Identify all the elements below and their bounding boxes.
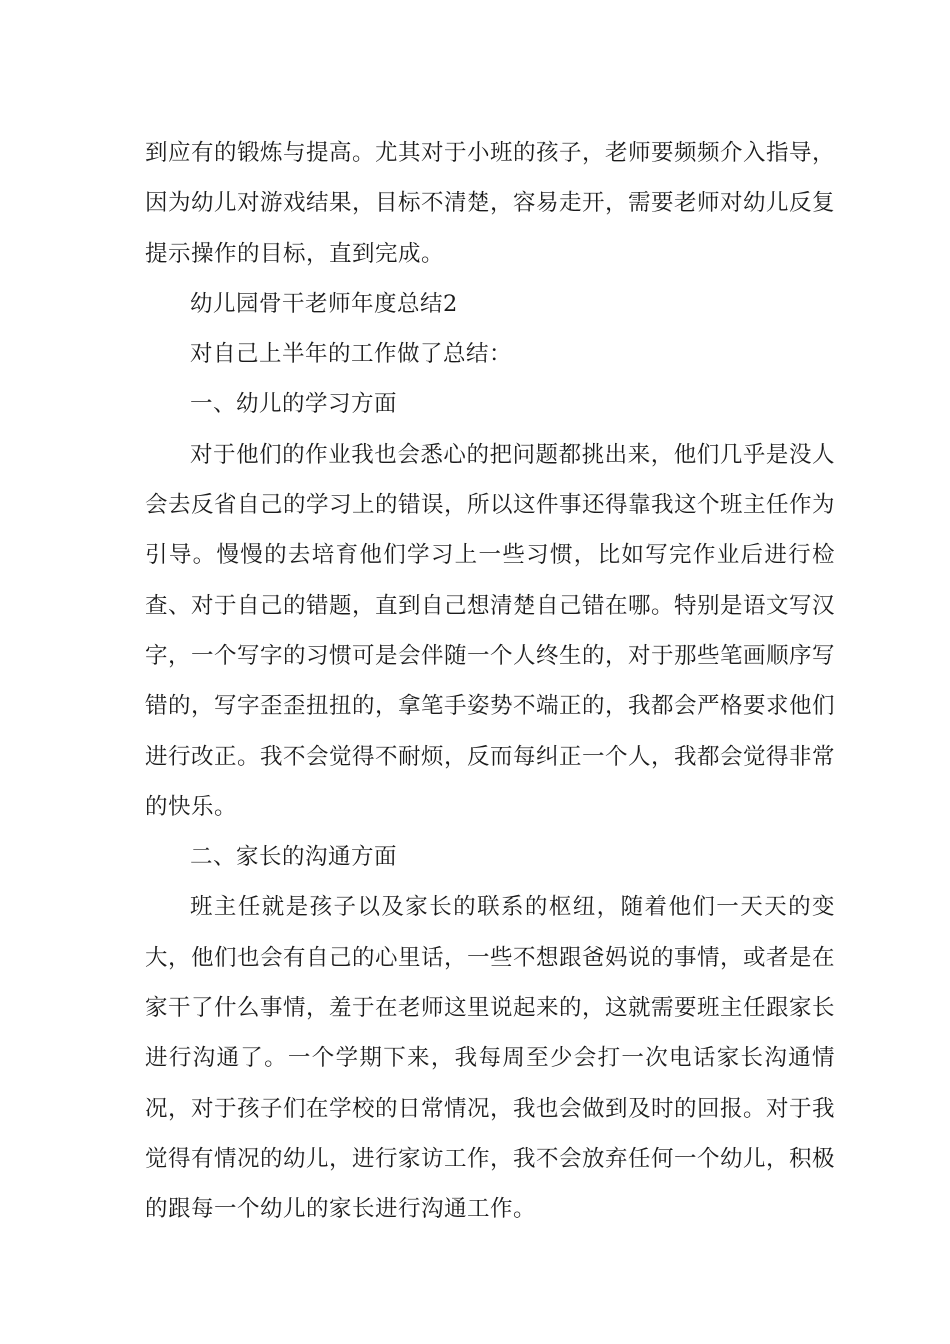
- heading-parent-communication: 二、家长的沟通方面: [190, 844, 398, 871]
- paragraph-continuation: 到应有的锻炼与提高。尤其对于小班的孩子，老师要频频介入指导，因为幼儿对游戏结果，目标不清楚，容易走开，需要老师对幼儿反复提示操作的目标，直到完成。: [145, 140, 836, 267]
- paragraph-learning: 对于他们的作业我也会悉心的把问题都挑出来，他们几乎是没人会去反省自己的学习上的错误，所以这件事还得靠我这个班主任作为引导。慢慢的去培育他们学习上一些习惯，比如写完作业后进行检查、对于自己的错题，直到自己想清楚自己错在哪。特别是语文写汉字，一个写字的习惯可是会伴随一个人终生的，对于那些笔画顺序写错的，写字歪歪扭扭的，拿笔手姿势不端正的，我都会严格要求他们进行改正。我不会觉得不耐烦，反而每纠正一个人，我都会觉得非常的快乐。: [145, 441, 836, 820]
- document-body: [145, 128, 835, 1235]
- section-title: 幼儿园骨干老师年度总结2: [190, 290, 458, 317]
- paragraph-parent-communication: 班主任就是孩子以及家长的联系的枢纽，随着他们一天天的变大，他们也会有自己的心里话，一些不想跟爸妈说的事情，或者是在家干了什么事情，羞于在老师这里说起来的，这就需要班主任跟家长进行沟通了。一个学期下来，我每周至少会打一次电话家长沟通情况，对于孩子们在学校的日常情况，我也会做到及时的回报。对于我觉得有情况的幼儿，进行家访工作，我不会放弃任何一个幼儿，积极的跟每一个幼儿的家长进行沟通工作。: [145, 894, 836, 1223]
- heading-learning: 一、幼儿的学习方面: [190, 391, 398, 418]
- intro-line: 对自己上半年的工作做了总结：: [190, 341, 513, 368]
